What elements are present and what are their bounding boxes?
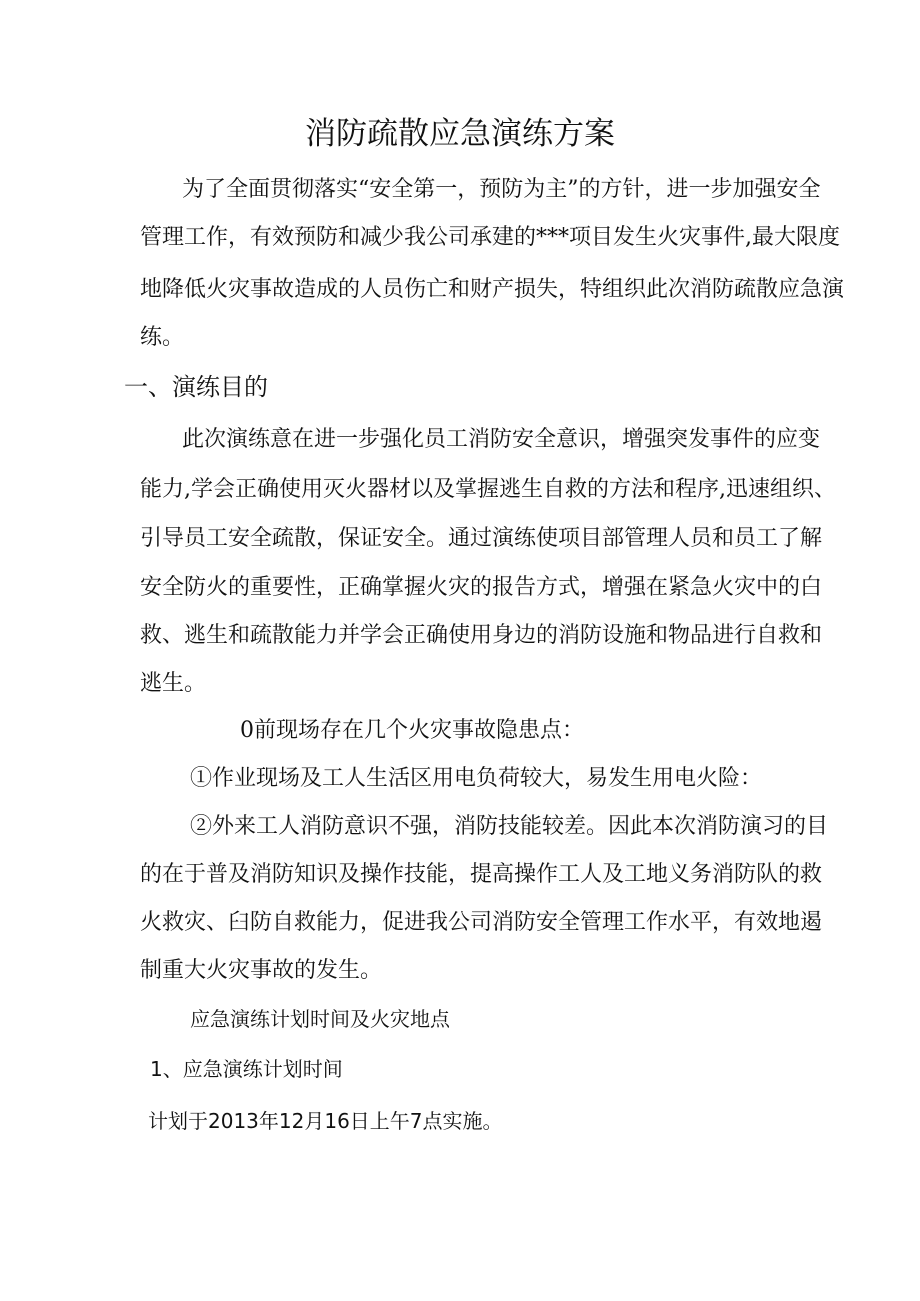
hazards-intro: 0前现场存在几个火灾事故隐患点： [240, 718, 584, 743]
intro-line: 练。 [140, 325, 185, 350]
schedule-text: 计划于2013年12月16日上午7点实施。 [148, 1109, 503, 1133]
purpose-line: 安全防火的重要性，正确掌握火灾的报告方式，增强在紧急火灾中的白 [140, 575, 823, 600]
purpose-line: 此次演练意在进一步强化员工消防安全意识，增强突发事件的应变 [182, 427, 821, 452]
subsection-heading: 1、应急演练计划时间 [150, 1057, 343, 1081]
purpose-line: 救、逃生和疏散能力并学会正确使用身边的消防设施和物品进行自救和 [140, 623, 823, 648]
section-heading: 一、演练目的 [124, 373, 268, 401]
purpose-line: 引导员工安全疏散，保证安全。通过演练使项目部管理人员和员工了解 [140, 526, 823, 551]
intro-line: 管理工作，有效预防和减少我公司承建的***项目发生火灾事件,最大限度 [140, 225, 840, 250]
section-heading: 应急演练计划时间及火灾地点 [190, 1007, 450, 1031]
document-title: 消防疏散应急演练方案 [305, 116, 615, 152]
hazard-item: ②外来工人消防意识不强，消防技能较差。因此本次消防演习的目 [190, 814, 829, 839]
purpose-line: 能力,学会正确使用灭火器材以及掌握逃生自救的方法和程序,迅速组织、 [140, 477, 836, 502]
hazard-item: ①作业现场及工人生活区用电负荷较大，易发生用电火险： [190, 766, 763, 791]
purpose-line: 逃生。 [140, 671, 207, 696]
hazard-line: 火救灾、臼防自救能力，促进我公司消防安全管理工作水平，有效地遏 [140, 910, 823, 935]
hazard-line: 制重大火灾事故的发生。 [140, 958, 383, 983]
intro-line: 地降低火灾事故造成的人员伤亡和财产损失，特组织此次消防疏散应急演 [140, 277, 845, 302]
intro-line: 为了全面贯彻落实“安全第一，预防为主”的方针，进一步加强安全 [182, 177, 821, 202]
hazard-line: 的在于普及消防知识及操作技能，提高操作工人及工地义务消防队的救 [140, 862, 823, 887]
